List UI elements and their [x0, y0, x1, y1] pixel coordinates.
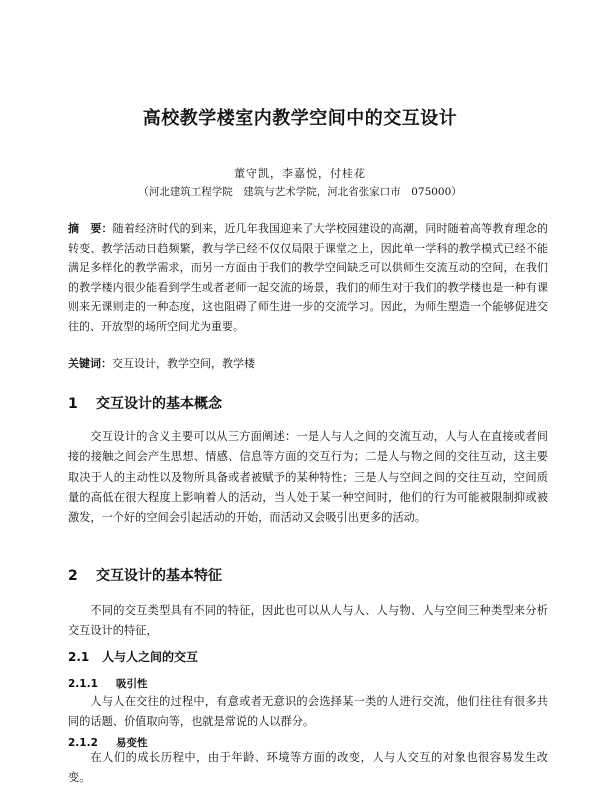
section-2-paragraph: 不同的交互类型具有不同的特征，因此也可以从人与人、人与物、人与空间三种类型来分析交互设计的特征， — [68, 604, 548, 638]
subsection-2-1-1-paragraph: 人与人在交往的过程中，有意或者无意识的会选择某一类的人进行交流，他们往往有很多共同的话题、价值取向等，也就是常说的人以群分。 — [68, 695, 548, 729]
abstract-label: 摘 要： — [68, 222, 113, 235]
section-title: 交互设计的基本特征 — [96, 568, 222, 584]
subsection-2-1-2-paragraph: 在人们的成长历程中，由于年龄、环境等方面的改变，人与人交互的对象也很容易发生改变。 — [68, 751, 548, 785]
keywords-text: 交互设计，教学空间，教学楼 — [112, 357, 255, 370]
section-number: 2.1.1 — [68, 678, 98, 690]
keywords-label: 关键词： — [68, 357, 112, 370]
section-2-heading — [68, 565, 222, 585]
abstract — [68, 219, 548, 337]
subsection-2-1-heading — [68, 648, 198, 665]
affiliation: （河北建筑工程学院 建筑与艺术学院，河北省张家口市 075000） — [138, 186, 462, 198]
section-number: 1 — [68, 396, 78, 412]
abstract-text: 随着经济时代的到来，近几年我国迎来了大学校园建设的高潮，同时随着高等教育理念的转变、教学活动日趋频繁，教与学已经不仅仅局限于课堂之上，因此单一学科的教学模式已经不能满足多样化的教学需求，而另一方面由于我们的教学空间缺乏可以供师生交流互动的空间，在我们的教学楼内很少能看到学生或者老师一起交流的场景，我们的师生对于我们的教学楼也是一种有课则来无课则走的一种态度，这也阻碍了师生进一步的交流学习。因此，为师生塑造一个能够促进交往的、开放型的场所空间尤为重要。 — [68, 222, 549, 333]
section-number: 2.1 — [68, 650, 90, 664]
section-title: 易变性 — [116, 737, 148, 749]
section-number: 2 — [68, 568, 78, 584]
subsection-2-1-1-heading — [68, 676, 148, 691]
section-1-heading — [68, 393, 222, 413]
section-title: 人与人之间的交互 — [102, 650, 199, 664]
keywords — [68, 355, 548, 371]
author-list: 董守凯，李嘉悦，付桂花 — [234, 167, 366, 180]
section-title: 吸引性 — [116, 678, 148, 690]
paper-title: 高校教学楼室内教学空间中的交互设计 — [142, 108, 458, 129]
section-number: 2.1.2 — [68, 737, 98, 749]
section-1-paragraph: 交互设计的含义主要可以从三方面阐述：一是人与人之间的交流互动，人与人在直接或者间接的接触之间会产生思想、情感、信息等方面的交互行为；二是人与物之间的交往互动，这主要取决于人的主动性以及物所具备或者被赋予的某种特性；三是人与空间之间的交往互动，空间质量的高低在很大程度上影响着人的活动，当人处于某一种空间时，他们的行为可能被限制抑或被激发，一个好的空间会引起活动的开始，而活动又会吸引出更多的活动。 — [68, 430, 548, 525]
section-title: 交互设计的基本概念 — [96, 396, 222, 412]
